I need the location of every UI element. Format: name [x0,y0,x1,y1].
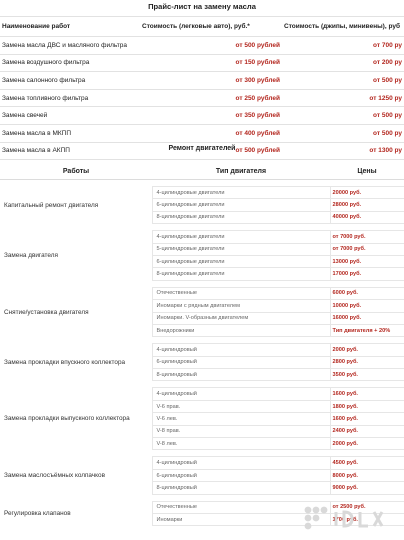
group-spacer [0,450,404,457]
spacer-cell [152,337,330,344]
engine-type: Отечественные [152,501,330,513]
engine-price: 1800 руб. [330,400,404,412]
engine-price: 10000 руб. [330,300,404,312]
engine-work-name: Снятие/установка двигателя [4,308,89,316]
engine-type: Иномарки. V-образным двигателем [152,312,330,324]
oil-table-row [0,89,404,107]
group-spacer [0,280,404,287]
engine-type: 8-цилиндровый [152,482,330,494]
oil-table-row [0,124,404,142]
engine-price: 4500 руб. [330,457,404,469]
spacer-cell [152,450,330,457]
engine-work-name: Капитальный ремонт двигателя [4,201,99,209]
oil-suv-price: от 700 ру [282,37,404,55]
engine-type: V-8 прав. [152,425,330,437]
oil-change-title: Прайс-лист на замену масла [148,2,256,11]
oil-table-header [0,17,404,37]
oil-work-name: Замена свечей [0,107,140,125]
oil-table-row [0,37,404,55]
engine-repair-title: Ремонт двигателей [168,145,236,152]
engine-price: 2000 руб. [330,438,404,450]
oil-work-name: Замена топливного фильтра [0,89,140,107]
engine-table-body [0,180,404,526]
engine-type: 4-цилиндровые двигатели [152,187,330,199]
oil-table-row [0,107,404,125]
oil-car-price: от 500 рублей [140,142,282,160]
engine-type: 5-цилиндровые двигатели [152,243,330,255]
spacer-cell [0,381,152,388]
watermark-logo [302,502,398,532]
engine-table-header [0,163,404,180]
spacer-cell [152,180,330,187]
oil-table-body [0,37,404,160]
engine-work-name: Замена маслосъёмных колпачков [4,472,105,479]
engine-price: от 2500 руб. [330,501,404,513]
engine-type: 4-цилиндровый [152,457,330,469]
oil-table-row [0,54,404,72]
oil-car-price: от 350 рублей [140,107,282,125]
group-spacer [0,381,404,388]
oil-car-price: от 300 рублей [140,72,282,90]
engine-work-name: Замена двигателя [4,251,58,259]
engine-price: 8000 руб. [330,469,404,481]
spacer-cell [330,180,404,187]
engine-type: Внедорожники [152,324,330,336]
oil-car-price: от 500 рублей [140,37,282,55]
oil-suv-price: от 1300 ру [282,142,404,160]
spacer-cell [330,224,404,231]
group-spacer [0,494,404,501]
engine-price: 2800 руб. [330,356,404,368]
engine-type: 8-цилиндровый [152,369,330,381]
spacer-cell [152,381,330,388]
oil-car-price: от 400 рублей [140,124,282,142]
engine-repair-table [0,163,404,526]
engine-price: 2000 руб. [330,344,404,356]
engine-type: 4-цилиндровый [152,388,330,400]
engine-type: 6-цилиндровый [152,356,330,368]
spacer-cell [330,381,404,388]
engine-table-row [0,388,404,400]
header-car-price: Стоимость (легковые авто), руб.* [140,17,282,37]
header-suv-price: Стоимость (джипы, минивены), руб [282,17,404,37]
engine-price: 13000 руб. [330,255,404,267]
engine-price: 3500 руб. [330,369,404,381]
engine-type: 4-цилиндровые двигатели [152,231,330,243]
spacer-cell [0,224,152,231]
engine-type: Иномарки с рядным двигателем [152,300,330,312]
engine-type: V-6 прав. [152,400,330,412]
spacer-cell [330,494,404,501]
engine-type: V-6 лев. [152,413,330,425]
engine-price: 16000 руб. [330,312,404,324]
spacer-cell [0,180,152,187]
spacer-cell [0,337,152,344]
oil-work-name: Замена салонного фильтра [0,72,140,90]
header-work-name: Наименование работ [0,17,140,37]
engine-price: 17000 руб. [330,268,404,280]
spacer-cell [330,450,404,457]
engine-price: 20000 руб. [330,187,404,199]
engine-type: 4-цилиндровый [152,344,330,356]
header-prices: Цены [330,163,404,180]
spacer-cell [0,450,152,457]
spacer-cell [152,280,330,287]
engine-type: 8-цилиндровые двигатели [152,211,330,223]
oil-change-table [0,16,404,160]
oil-car-price: от 150 рублей [140,54,282,72]
oil-work-name: Замена масла ДВС и масляного фильтра [0,37,140,55]
engine-type: 6-цилиндровые двигатели [152,255,330,267]
oil-suv-price: от 200 ру [282,54,404,72]
engine-type: Отечественные [152,287,330,299]
engine-table-row [0,344,404,356]
engine-price: Тип двигателя + 20% [330,324,404,336]
engine-work-name: Замена прокладки впускного коллектора [4,358,126,366]
oil-work-name: Замена воздушного фильтра [0,54,140,72]
spacer-cell [0,280,152,287]
header-engine-type: Тип двигателя [152,163,330,180]
oil-suv-price: от 1250 ру [282,89,404,107]
oil-work-name: Замена масла в МКПП [0,124,140,142]
engine-price: 1600 руб. [330,413,404,425]
group-spacer [0,224,404,231]
engine-table-row [0,457,404,469]
header-works: Работы [0,163,152,180]
group-spacer [0,337,404,344]
engine-price: 2400 руб. [330,425,404,437]
engine-price: 40000 руб. [330,211,404,223]
engine-work-name: Регулировка клапанов [4,509,71,517]
engine-price: от 7000 руб. [330,231,404,243]
engine-table-row [0,287,404,299]
engine-price: 9000 руб. [330,482,404,494]
engine-type: Иномарки [152,513,330,525]
engine-table-row [0,231,404,243]
engine-type: 6-цилиндровый [152,469,330,481]
spacer-cell [152,224,330,231]
oil-car-price: от 250 рублей [140,89,282,107]
oil-table-row [0,72,404,90]
oil-suv-price: от 500 ру [282,72,404,90]
oil-suv-price: от 500 ру [282,107,404,125]
oil-suv-price: от 500 ру [282,124,404,142]
engine-price: 28000 руб. [330,199,404,211]
engine-work-name: Замена прокладки выпускного коллектора [4,415,130,423]
spacer-cell [330,337,404,344]
spacer-cell [330,280,404,287]
group-spacer [0,180,404,187]
oil-work-name: Замена масла в АКПП [0,142,140,160]
engine-type: 8-цилиндровые двигатели [152,268,330,280]
engine-price: 1700 руб. [330,513,404,525]
engine-price: 6000 руб. [330,287,404,299]
spacer-cell [0,494,152,501]
engine-type: V-8 лев. [152,438,330,450]
engine-table-row [0,187,404,199]
engine-price: 1600 руб. [330,388,404,400]
engine-type: 6-цилиндровые двигатели [152,199,330,211]
engine-price: от 7000 руб. [330,243,404,255]
spacer-cell [152,494,330,501]
